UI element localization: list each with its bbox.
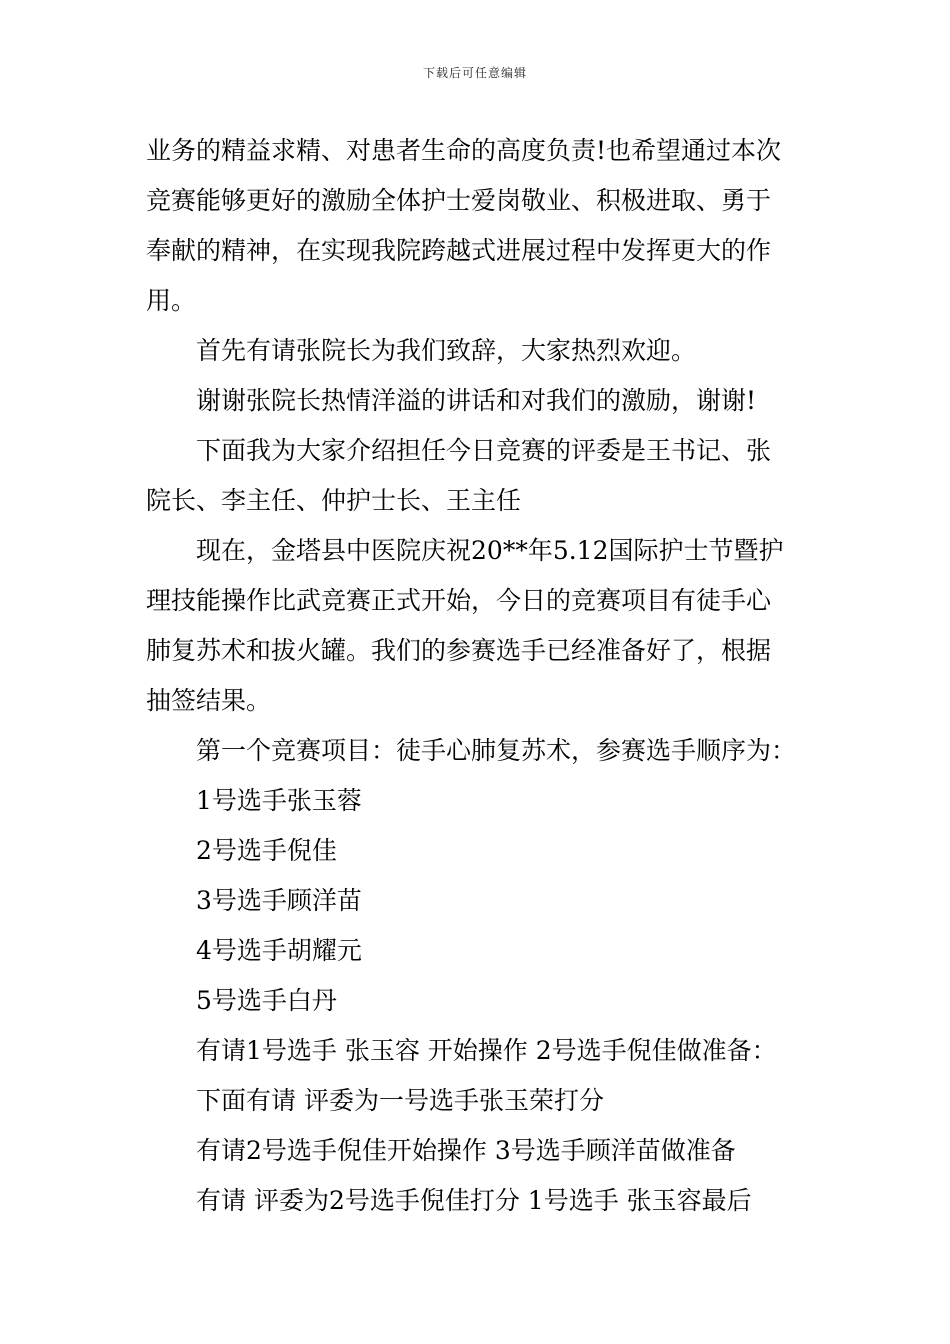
contestant-line: 2号选手倪佳 <box>196 836 337 865</box>
paragraph-line: 下面我为大家介绍担任今日竞赛的评委是王书记、张 <box>196 436 772 465</box>
paragraph-line: 有请1号选手 张玉容 开始操作 2号选手倪佳做准备： <box>196 1036 777 1065</box>
page-header: 下载后可任意编辑 <box>422 66 527 80</box>
contestant-line: 4号选手胡耀元 <box>196 936 362 965</box>
paragraph-line: 现在，金塔县中医院庆祝20**年5.12国际护士节暨护 <box>196 536 784 565</box>
paragraph-line: 首先有请张院长为我们致辞，大家热烈欢迎。 <box>196 336 697 365</box>
document-body <box>146 126 826 1226</box>
paragraph-line: 业务的精益求精、对患者生命的高度负责!也希望通过本次 <box>146 136 782 165</box>
paragraph-line: 有请2号选手倪佳开始操作 3号选手顾洋苗做准备 <box>196 1136 736 1165</box>
contestant-line: 3号选手顾洋苗 <box>196 886 362 915</box>
paragraph-line: 院长、李主任、仲护士长、王主任 <box>146 486 522 515</box>
paragraph-line: 理技能操作比武竞赛正式开始，今日的竞赛项目有徒手心 <box>146 586 772 615</box>
paragraph-line: 肺复苏术和拔火罐。我们的参赛选手已经准备好了，根据 <box>146 636 772 665</box>
paragraph-line: 抽签结果。 <box>146 686 272 715</box>
paragraph-line: 下面有请 评委为一号选手张玉荣打分 <box>196 1086 604 1115</box>
paragraph-line: 用。 <box>146 286 197 315</box>
paragraph-line: 有请 评委为2号选手倪佳打分 1号选手 张玉容最后 <box>196 1186 752 1215</box>
paragraph-line: 竞赛能够更好的激励全体护士爱岗敬业、积极进取、勇于 <box>146 186 772 215</box>
contestant-line: 5号选手白丹 <box>196 986 337 1015</box>
paragraph-line: 第一个竞赛项目：徒手心肺复苏术，参赛选手顺序为： <box>196 736 797 765</box>
paragraph-line: 奉献的精神，在实现我院跨越式进展过程中发挥更大的作 <box>146 236 772 265</box>
paragraph-line: 谢谢张院长热情洋溢的讲话和对我们的激励，谢谢! <box>196 386 757 415</box>
contestant-line: 1号选手张玉蓉 <box>196 786 362 815</box>
